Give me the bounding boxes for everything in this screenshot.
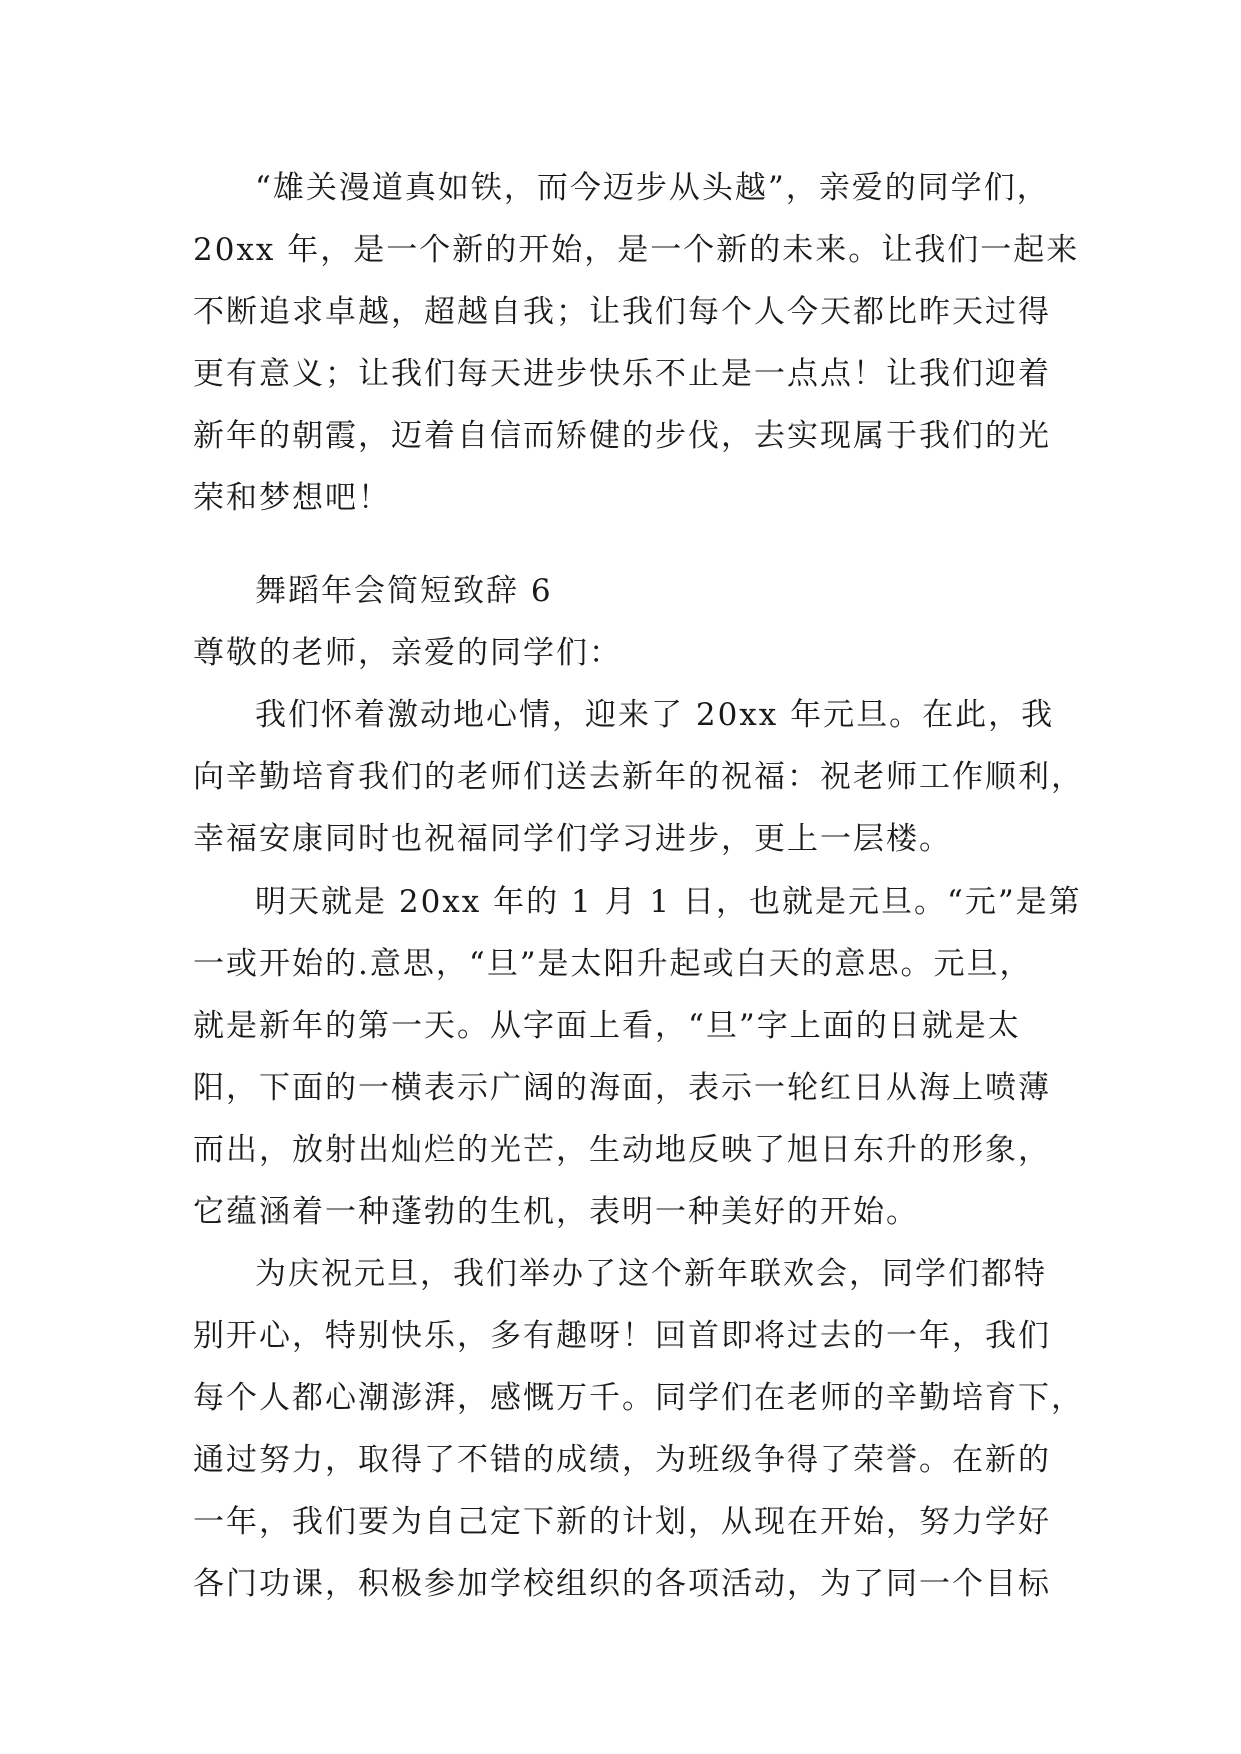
paragraph-line: 幸福安康同时也祝福同学们学习进步，更上一层楼。 bbox=[193, 821, 952, 857]
paragraph-line: 一年，我们要为自己定下新的计划，从现在开始，努力学好 bbox=[193, 1504, 1051, 1540]
salutation-text: 尊敬的老师，亲爱的同学们： bbox=[193, 635, 622, 671]
paragraph-line: 通过努力，取得了不错的成绩，为班级争得了荣誉。在新的 bbox=[193, 1442, 1051, 1478]
body-paragraph-3 bbox=[193, 1243, 1084, 1615]
paragraph-line: 新年的朝霞，迈着自信而矫健的步伐，去实现属于我们的光 bbox=[193, 418, 1051, 454]
paragraph-line: 一或开始的.意思，“旦”是太阳升起或白天的意思。元旦， bbox=[193, 946, 1033, 982]
section-title-text: 舞蹈年会简短致辞 6 bbox=[255, 573, 553, 609]
paragraph-line: “雄关漫道真如铁，而今迈步从头越”，亲爱的同学们， bbox=[255, 170, 1050, 206]
paragraph-line: 而出，放射出灿烂的光芒，生动地反映了旭日东升的形象， bbox=[193, 1132, 1051, 1168]
paragraph-line: 荣和梦想吧！ bbox=[193, 480, 391, 516]
section-title bbox=[193, 560, 1053, 622]
body-paragraph-2 bbox=[193, 871, 1082, 1243]
paragraph-line: 20xx 年，是一个新的开始，是一个新的未来。让我们一起来 bbox=[193, 232, 1080, 268]
body-paragraph-1 bbox=[193, 684, 1084, 870]
paragraph-line: 各门功课，积极参加学校组织的各项活动，为了同一个目标 bbox=[193, 1566, 1051, 1602]
paragraph-line: 它蕴涵着一种蓬勃的生机，表明一种美好的开始。 bbox=[193, 1194, 919, 1230]
paragraph-line: 每个人都心潮澎湃，感慨万千。同学们在老师的辛勤培育下， bbox=[193, 1380, 1084, 1416]
paragraph-line: 阳，下面的一横表示广阔的海面，表示一轮红日从海上喷薄 bbox=[193, 1070, 1051, 1106]
paragraph-line: 不断追求卓越，超越自我；让我们每个人今天都比昨天过得 bbox=[193, 294, 1051, 330]
paragraph-line: 我们怀着激动地心情，迎来了 20xx 年元旦。在此，我 bbox=[255, 697, 1055, 733]
salutation bbox=[193, 622, 1053, 684]
paragraph-line: 别开心，特别快乐，多有趣呀！回首即将过去的一年，我们 bbox=[193, 1318, 1051, 1354]
paragraph-line: 为庆祝元旦，我们举办了这个新年联欢会，同学们都特 bbox=[255, 1256, 1047, 1292]
paragraph-line: 向辛勤培育我们的老师们送去新年的祝福：祝老师工作顺利， bbox=[193, 759, 1084, 795]
paragraph-line: 明天就是 20xx 年的 1 月 1 日，也就是元旦。“元”是第 bbox=[255, 884, 1082, 920]
paragraph-line: 更有意义；让我们每天进步快乐不止是一点点！让我们迎着 bbox=[193, 356, 1051, 392]
opening-paragraph bbox=[193, 157, 1080, 529]
paragraph-line: 就是新年的第一天。从字面上看，“旦”字上面的日就是太 bbox=[193, 1008, 1021, 1044]
